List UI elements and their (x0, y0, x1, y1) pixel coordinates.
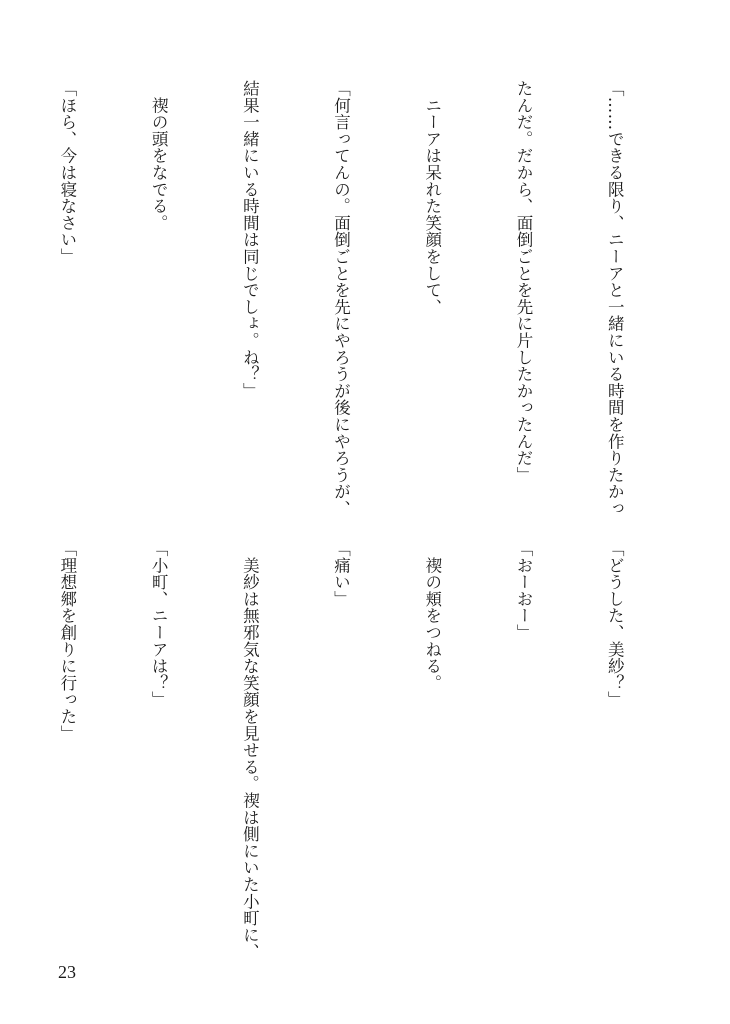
text-line: 結果一緒にいる時間は同じでしょ。ね？」 (240, 80, 260, 400)
text-line: 禊の頭をなでる。 (149, 80, 169, 232)
text-line: 「どうした、美紗？」 (605, 540, 625, 708)
text-line: 「小町、ニーアは？」 (149, 540, 169, 708)
text-line: 禊の頬をつねる。 (422, 540, 442, 692)
text-line: 「痛い」 (331, 540, 351, 608)
text-line: 「理想郷を創りに行った」 (57, 540, 77, 742)
text-line: 「……できる限り、ニーアと一緒にいる時間を作りたかっ (605, 80, 625, 517)
text-line: ニーアは呆れた笑顔をして、 (422, 80, 442, 316)
text-line: 「ほら、今は寝なさい」 (57, 80, 77, 265)
text-line: 美紗は無邪気な笑顔を見せる。禊は側にいた小町に、 (240, 540, 260, 960)
page-number: 23 (58, 962, 76, 982)
text-block-top (0, 80, 690, 517)
text-block-bottom (0, 540, 690, 970)
text-line: 「おーおー」 (513, 540, 533, 641)
text-line: 「何言ってんの。面倒ごとを先にやろうが後にやろうが、 (331, 80, 351, 517)
text-line: たんだ。だから、面倒ごとを先に片したかったんだ」 (513, 80, 533, 484)
